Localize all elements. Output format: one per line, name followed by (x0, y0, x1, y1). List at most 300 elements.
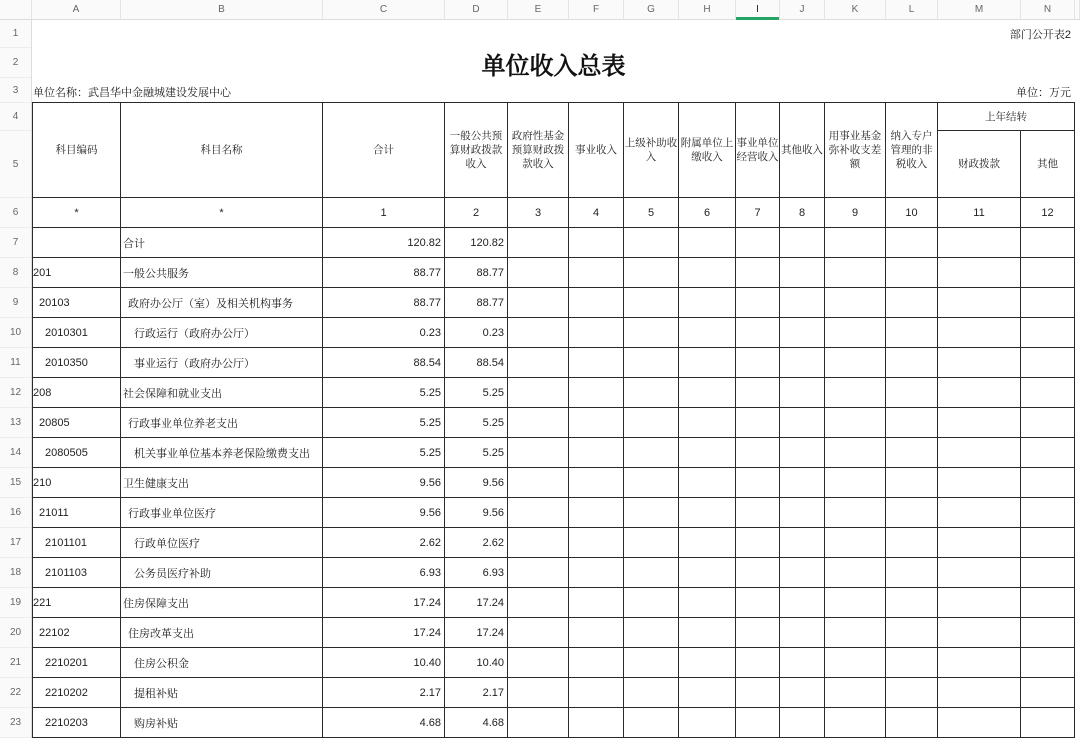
cell[interactable] (886, 288, 938, 318)
row-header[interactable]: 11 (0, 348, 31, 378)
cell[interactable] (938, 378, 1021, 408)
index-cell[interactable]: 9 (825, 198, 886, 228)
cell[interactable] (508, 348, 569, 378)
index-cell[interactable]: * (32, 198, 121, 228)
cell[interactable] (938, 558, 1021, 588)
cell-general-budget[interactable]: 88.54 (445, 348, 508, 378)
cell[interactable] (780, 678, 825, 708)
cell[interactable] (780, 258, 825, 288)
cell[interactable] (938, 408, 1021, 438)
cell[interactable] (1021, 528, 1075, 558)
row-header[interactable]: 1 (0, 20, 31, 48)
cell[interactable] (1021, 348, 1075, 378)
cell-total[interactable]: 88.77 (323, 288, 445, 318)
index-cell[interactable]: * (121, 198, 323, 228)
row-header[interactable]: 22 (0, 678, 31, 708)
cell[interactable] (569, 528, 624, 558)
cell[interactable] (736, 438, 780, 468)
cell[interactable] (736, 678, 780, 708)
cell[interactable] (886, 438, 938, 468)
cell[interactable] (679, 318, 736, 348)
cell-subject-code[interactable]: 2080505 (32, 438, 121, 468)
cell[interactable] (569, 588, 624, 618)
cell-subject-code[interactable]: 221 (32, 588, 121, 618)
header-operating-income[interactable]: 事业单位经营收入 (736, 103, 780, 198)
cell-total[interactable]: 6.93 (323, 558, 445, 588)
cell[interactable] (886, 708, 938, 738)
column-header-i-selected[interactable] (736, 0, 780, 19)
cell[interactable] (1021, 618, 1075, 648)
cell[interactable] (736, 528, 780, 558)
cell[interactable] (780, 408, 825, 438)
cell[interactable] (624, 258, 679, 288)
cell[interactable] (825, 528, 886, 558)
cell[interactable] (938, 588, 1021, 618)
cell[interactable] (736, 498, 780, 528)
cell-total[interactable]: 9.56 (323, 498, 445, 528)
header-gov-fund[interactable]: 政府性基金预算财政拨款收入 (508, 103, 569, 198)
cell[interactable] (1021, 408, 1075, 438)
cell-subject-code[interactable]: 2010350 (32, 348, 121, 378)
row-header[interactable]: 21 (0, 648, 31, 678)
cell-general-budget[interactable]: 5.25 (445, 378, 508, 408)
cell[interactable] (679, 348, 736, 378)
cell[interactable] (679, 378, 736, 408)
cell[interactable] (624, 558, 679, 588)
cell[interactable] (825, 708, 886, 738)
row-header[interactable]: 6 (0, 198, 31, 228)
cell[interactable] (679, 228, 736, 258)
cell-subject-code[interactable]: 201 (32, 258, 121, 288)
cell-subject-name[interactable]: 行政事业单位养老支出 (121, 408, 323, 438)
row-header[interactable]: 4 (0, 103, 31, 131)
cell-total[interactable]: 2.62 (323, 528, 445, 558)
cell[interactable] (886, 258, 938, 288)
cell-subject-name[interactable]: 事业运行（政府办公厅） (121, 348, 323, 378)
cell[interactable] (780, 588, 825, 618)
cell-subject-name[interactable]: 合计 (121, 228, 323, 258)
cell-general-budget[interactable]: 88.77 (445, 288, 508, 318)
cell-subject-code[interactable]: 20805 (32, 408, 121, 438)
cell[interactable] (569, 408, 624, 438)
index-cell[interactable]: 2 (445, 198, 508, 228)
cell-subject-code[interactable]: 208 (32, 378, 121, 408)
cell[interactable] (886, 408, 938, 438)
cell[interactable] (508, 468, 569, 498)
cell-subject-name[interactable]: 社会保障和就业支出 (121, 378, 323, 408)
cell[interactable] (938, 678, 1021, 708)
header-business-income[interactable]: 事业收入 (569, 103, 624, 198)
cell[interactable] (1021, 498, 1075, 528)
cell[interactable] (886, 348, 938, 378)
cell[interactable] (886, 588, 938, 618)
index-cell[interactable]: 1 (323, 198, 445, 228)
cell[interactable] (736, 588, 780, 618)
row-header[interactable]: 14 (0, 438, 31, 468)
cell[interactable] (569, 468, 624, 498)
cell[interactable] (1021, 558, 1075, 588)
index-cell[interactable]: 7 (736, 198, 780, 228)
cell[interactable] (780, 378, 825, 408)
cell[interactable] (679, 438, 736, 468)
cell[interactable] (780, 318, 825, 348)
cell[interactable] (886, 318, 938, 348)
currency-unit-label[interactable]: 单位：万元 (938, 78, 1075, 103)
cell[interactable] (1021, 288, 1075, 318)
cell[interactable] (938, 318, 1021, 348)
cell[interactable] (825, 438, 886, 468)
cell[interactable] (825, 648, 886, 678)
cell[interactable] (569, 498, 624, 528)
cell-general-budget[interactable]: 17.24 (445, 618, 508, 648)
cell[interactable] (736, 618, 780, 648)
column-header-k[interactable]: K (825, 0, 886, 19)
header-subject-code[interactable]: 科目编码 (32, 103, 121, 198)
cell[interactable] (1021, 258, 1075, 288)
header-total[interactable]: 合计 (323, 103, 445, 198)
cell[interactable] (1021, 228, 1075, 258)
cell[interactable] (569, 678, 624, 708)
cell[interactable] (736, 228, 780, 258)
row-header[interactable]: 7 (0, 228, 31, 258)
cell[interactable] (736, 378, 780, 408)
cell[interactable] (679, 618, 736, 648)
cell[interactable] (825, 258, 886, 288)
cell[interactable] (624, 708, 679, 738)
column-header-n[interactable]: N (1021, 0, 1075, 19)
header-subject-name[interactable]: 科目名称 (121, 103, 323, 198)
cell[interactable] (624, 228, 679, 258)
cell[interactable] (624, 288, 679, 318)
row-header[interactable]: 18 (0, 558, 31, 588)
cell[interactable] (569, 648, 624, 678)
cell[interactable] (736, 708, 780, 738)
header-other-income[interactable]: 其他收入 (780, 103, 825, 198)
cell[interactable] (938, 288, 1021, 318)
row-header[interactable]: 15 (0, 468, 31, 498)
cell[interactable] (679, 678, 736, 708)
cell-general-budget[interactable]: 10.40 (445, 648, 508, 678)
cell[interactable] (886, 228, 938, 258)
cell-total[interactable]: 2.17 (323, 678, 445, 708)
cell-subject-code[interactable]: 22102 (32, 618, 121, 648)
cell[interactable] (736, 288, 780, 318)
cell-general-budget[interactable]: 120.82 (445, 228, 508, 258)
cell[interactable] (938, 468, 1021, 498)
cell[interactable] (569, 378, 624, 408)
cell[interactable] (569, 438, 624, 468)
cell[interactable] (508, 528, 569, 558)
cell-subject-name[interactable]: 提租补贴 (121, 678, 323, 708)
row-header[interactable]: 19 (0, 588, 31, 618)
cell[interactable] (736, 648, 780, 678)
row-header[interactable]: 10 (0, 318, 31, 348)
cell-general-budget[interactable]: 17.24 (445, 588, 508, 618)
cell[interactable] (508, 708, 569, 738)
cell[interactable] (780, 618, 825, 648)
cell[interactable] (624, 348, 679, 378)
index-cell[interactable]: 12 (1021, 198, 1075, 228)
cell[interactable] (780, 708, 825, 738)
row-header[interactable]: 17 (0, 528, 31, 558)
cell[interactable] (780, 228, 825, 258)
cell[interactable] (508, 618, 569, 648)
index-cell[interactable]: 10 (886, 198, 938, 228)
cell[interactable] (624, 498, 679, 528)
cell-subject-name[interactable]: 公务员医疗补助 (121, 558, 323, 588)
cell[interactable] (938, 708, 1021, 738)
header-general-budget[interactable]: 一般公共预算财政拨款收入 (445, 103, 508, 198)
cell-total[interactable]: 0.23 (323, 318, 445, 348)
cell[interactable] (938, 648, 1021, 678)
cell-subject-name[interactable]: 住房公积金 (121, 648, 323, 678)
cell-subject-code[interactable]: 2101103 (32, 558, 121, 588)
cell[interactable] (679, 708, 736, 738)
header-nontax-income[interactable]: 纳入专户管理的非税收入 (886, 103, 938, 198)
cell-subject-code[interactable]: 2210201 (32, 648, 121, 678)
cell[interactable] (508, 288, 569, 318)
cell[interactable] (825, 498, 886, 528)
cell-subject-code[interactable] (32, 228, 121, 258)
cell[interactable] (679, 498, 736, 528)
column-header-d[interactable]: D (445, 0, 508, 19)
cell[interactable] (736, 258, 780, 288)
cell-subject-name[interactable]: 住房改革支出 (121, 618, 323, 648)
row-header[interactable]: 3 (0, 78, 31, 103)
cell-total[interactable]: 88.54 (323, 348, 445, 378)
cell-general-budget[interactable]: 2.17 (445, 678, 508, 708)
cell[interactable] (780, 348, 825, 378)
header-business-fund[interactable]: 用事业基金弥补收支差额 (825, 103, 886, 198)
cell[interactable] (1021, 648, 1075, 678)
cell[interactable] (825, 348, 886, 378)
cell[interactable] (825, 558, 886, 588)
cell[interactable] (569, 558, 624, 588)
cell[interactable] (886, 528, 938, 558)
row-header[interactable]: 5 (0, 131, 31, 198)
cell[interactable] (508, 558, 569, 588)
cell[interactable] (780, 468, 825, 498)
index-cell[interactable]: 11 (938, 198, 1021, 228)
cell[interactable] (508, 588, 569, 618)
cell[interactable] (938, 438, 1021, 468)
cell-subject-name[interactable]: 机关事业单位基本养老保险缴费支出 (121, 438, 323, 468)
cell-general-budget[interactable]: 2.62 (445, 528, 508, 558)
cell-general-budget[interactable]: 5.25 (445, 438, 508, 468)
cell[interactable] (825, 678, 886, 708)
index-cell[interactable]: 3 (508, 198, 569, 228)
row-header[interactable]: 16 (0, 498, 31, 528)
cell[interactable] (624, 318, 679, 348)
header-carryover-other[interactable]: 其他 (1021, 131, 1075, 198)
cell-total[interactable]: 5.25 (323, 378, 445, 408)
row-header[interactable]: 9 (0, 288, 31, 318)
cell[interactable] (736, 468, 780, 498)
cell[interactable] (508, 228, 569, 258)
cell[interactable] (1021, 588, 1075, 618)
cell[interactable] (569, 348, 624, 378)
cell[interactable] (679, 558, 736, 588)
cell-general-budget[interactable]: 9.56 (445, 468, 508, 498)
cell[interactable] (825, 468, 886, 498)
cell[interactable] (886, 378, 938, 408)
cell[interactable] (508, 318, 569, 348)
form-number[interactable]: 部门公开表2 (1009, 29, 1071, 41)
cell-general-budget[interactable]: 9.56 (445, 498, 508, 528)
cell-total[interactable]: 17.24 (323, 618, 445, 648)
index-cell[interactable]: 5 (624, 198, 679, 228)
cell-subject-code[interactable]: 2101101 (32, 528, 121, 558)
cell[interactable] (938, 618, 1021, 648)
cell[interactable] (508, 498, 569, 528)
cell-total[interactable]: 10.40 (323, 648, 445, 678)
cell[interactable] (886, 558, 938, 588)
cell[interactable] (624, 528, 679, 558)
cell[interactable] (679, 528, 736, 558)
cell[interactable] (825, 618, 886, 648)
cell[interactable] (624, 438, 679, 468)
cell-total[interactable]: 88.77 (323, 258, 445, 288)
cell[interactable] (780, 498, 825, 528)
cell[interactable] (938, 498, 1021, 528)
cell[interactable] (508, 378, 569, 408)
cell[interactable] (780, 648, 825, 678)
cell[interactable] (938, 348, 1021, 378)
cell[interactable] (1021, 378, 1075, 408)
cell-subject-code[interactable]: 2010301 (32, 318, 121, 348)
cell[interactable] (679, 258, 736, 288)
row-header[interactable]: 23 (0, 708, 31, 738)
cell-subject-name[interactable]: 行政单位医疗 (121, 528, 323, 558)
cell[interactable] (736, 558, 780, 588)
row-header[interactable]: 12 (0, 378, 31, 408)
cell-general-budget[interactable]: 6.93 (445, 558, 508, 588)
row-header[interactable]: 13 (0, 408, 31, 438)
column-header-l[interactable]: L (886, 0, 938, 19)
cell[interactable] (624, 408, 679, 438)
cell[interactable] (780, 528, 825, 558)
cell[interactable] (624, 468, 679, 498)
cell[interactable] (825, 228, 886, 258)
cell-total[interactable]: 17.24 (323, 588, 445, 618)
column-header-m[interactable]: M (938, 0, 1021, 19)
cell-general-budget[interactable]: 0.23 (445, 318, 508, 348)
cell[interactable] (508, 258, 569, 288)
cell[interactable] (886, 678, 938, 708)
cell[interactable] (736, 348, 780, 378)
cell-total[interactable]: 5.25 (323, 438, 445, 468)
cell[interactable] (886, 648, 938, 678)
cell[interactable] (624, 648, 679, 678)
cell[interactable] (825, 288, 886, 318)
cell[interactable] (1021, 468, 1075, 498)
cell[interactable] (736, 318, 780, 348)
cell-subject-name[interactable]: 行政事业单位医疗 (121, 498, 323, 528)
cell[interactable] (938, 228, 1021, 258)
column-header-j[interactable]: J (780, 0, 825, 19)
cell[interactable] (736, 408, 780, 438)
cell[interactable] (1021, 678, 1075, 708)
cell[interactable] (624, 618, 679, 648)
row-header[interactable]: 2 (0, 48, 31, 78)
cell-subject-name[interactable]: 住房保障支出 (121, 588, 323, 618)
cell-total[interactable]: 4.68 (323, 708, 445, 738)
row-header[interactable]: 8 (0, 258, 31, 288)
cell-general-budget[interactable]: 4.68 (445, 708, 508, 738)
cell[interactable] (886, 468, 938, 498)
cell[interactable] (508, 438, 569, 468)
cell[interactable] (624, 678, 679, 708)
cell-subject-code[interactable]: 210 (32, 468, 121, 498)
cell[interactable] (938, 528, 1021, 558)
cell[interactable] (569, 228, 624, 258)
cell[interactable] (780, 558, 825, 588)
cell[interactable] (825, 318, 886, 348)
cell[interactable] (569, 618, 624, 648)
header-higher-subsidy[interactable]: 上级补助收入 (624, 103, 679, 198)
cell[interactable] (679, 288, 736, 318)
column-header-c[interactable]: C (323, 0, 445, 19)
cell-general-budget[interactable]: 88.77 (445, 258, 508, 288)
cell[interactable] (569, 318, 624, 348)
cell-subject-code[interactable]: 20103 (32, 288, 121, 318)
cell[interactable] (825, 588, 886, 618)
column-header-h[interactable]: H (679, 0, 736, 19)
column-header-a[interactable]: A (32, 0, 121, 19)
cell-general-budget[interactable]: 5.25 (445, 408, 508, 438)
cell[interactable] (886, 618, 938, 648)
cell-subject-name[interactable]: 卫生健康支出 (121, 468, 323, 498)
cell[interactable] (780, 288, 825, 318)
cell[interactable] (679, 408, 736, 438)
cell[interactable] (825, 408, 886, 438)
cell-subject-code[interactable]: 2210203 (32, 708, 121, 738)
column-header-b[interactable]: B (121, 0, 323, 19)
cell-total[interactable]: 5.25 (323, 408, 445, 438)
cell[interactable] (624, 588, 679, 618)
column-header-e[interactable]: E (508, 0, 569, 19)
column-header-partial[interactable] (1075, 0, 1080, 19)
cell[interactable] (1021, 318, 1075, 348)
cell[interactable] (679, 648, 736, 678)
column-header-g[interactable]: G (624, 0, 679, 19)
cell[interactable] (679, 588, 736, 618)
cell[interactable] (1021, 438, 1075, 468)
cell[interactable] (679, 468, 736, 498)
cell[interactable] (825, 378, 886, 408)
cell[interactable] (624, 378, 679, 408)
cell-subject-name[interactable]: 购房补贴 (121, 708, 323, 738)
header-carryover-fiscal[interactable]: 财政拨款 (938, 131, 1021, 198)
cell[interactable] (569, 258, 624, 288)
cell[interactable] (569, 288, 624, 318)
cell[interactable] (1021, 708, 1075, 738)
select-all-corner[interactable] (0, 0, 32, 19)
unit-name-label[interactable]: 单位名称：武昌华中金融城建设发展中心 (32, 78, 938, 103)
cell-subject-code[interactable]: 21011 (32, 498, 121, 528)
sheet-title[interactable]: 单位收入总表 (481, 52, 626, 78)
column-header-f[interactable]: F (569, 0, 624, 19)
index-cell[interactable]: 6 (679, 198, 736, 228)
cell[interactable] (569, 708, 624, 738)
index-cell[interactable]: 4 (569, 198, 624, 228)
cell[interactable] (508, 408, 569, 438)
index-cell[interactable]: 8 (780, 198, 825, 228)
cell-subject-name[interactable]: 一般公共服务 (121, 258, 323, 288)
cell-subject-code[interactable]: 2210202 (32, 678, 121, 708)
cell[interactable] (780, 438, 825, 468)
cell-total[interactable]: 120.82 (323, 228, 445, 258)
